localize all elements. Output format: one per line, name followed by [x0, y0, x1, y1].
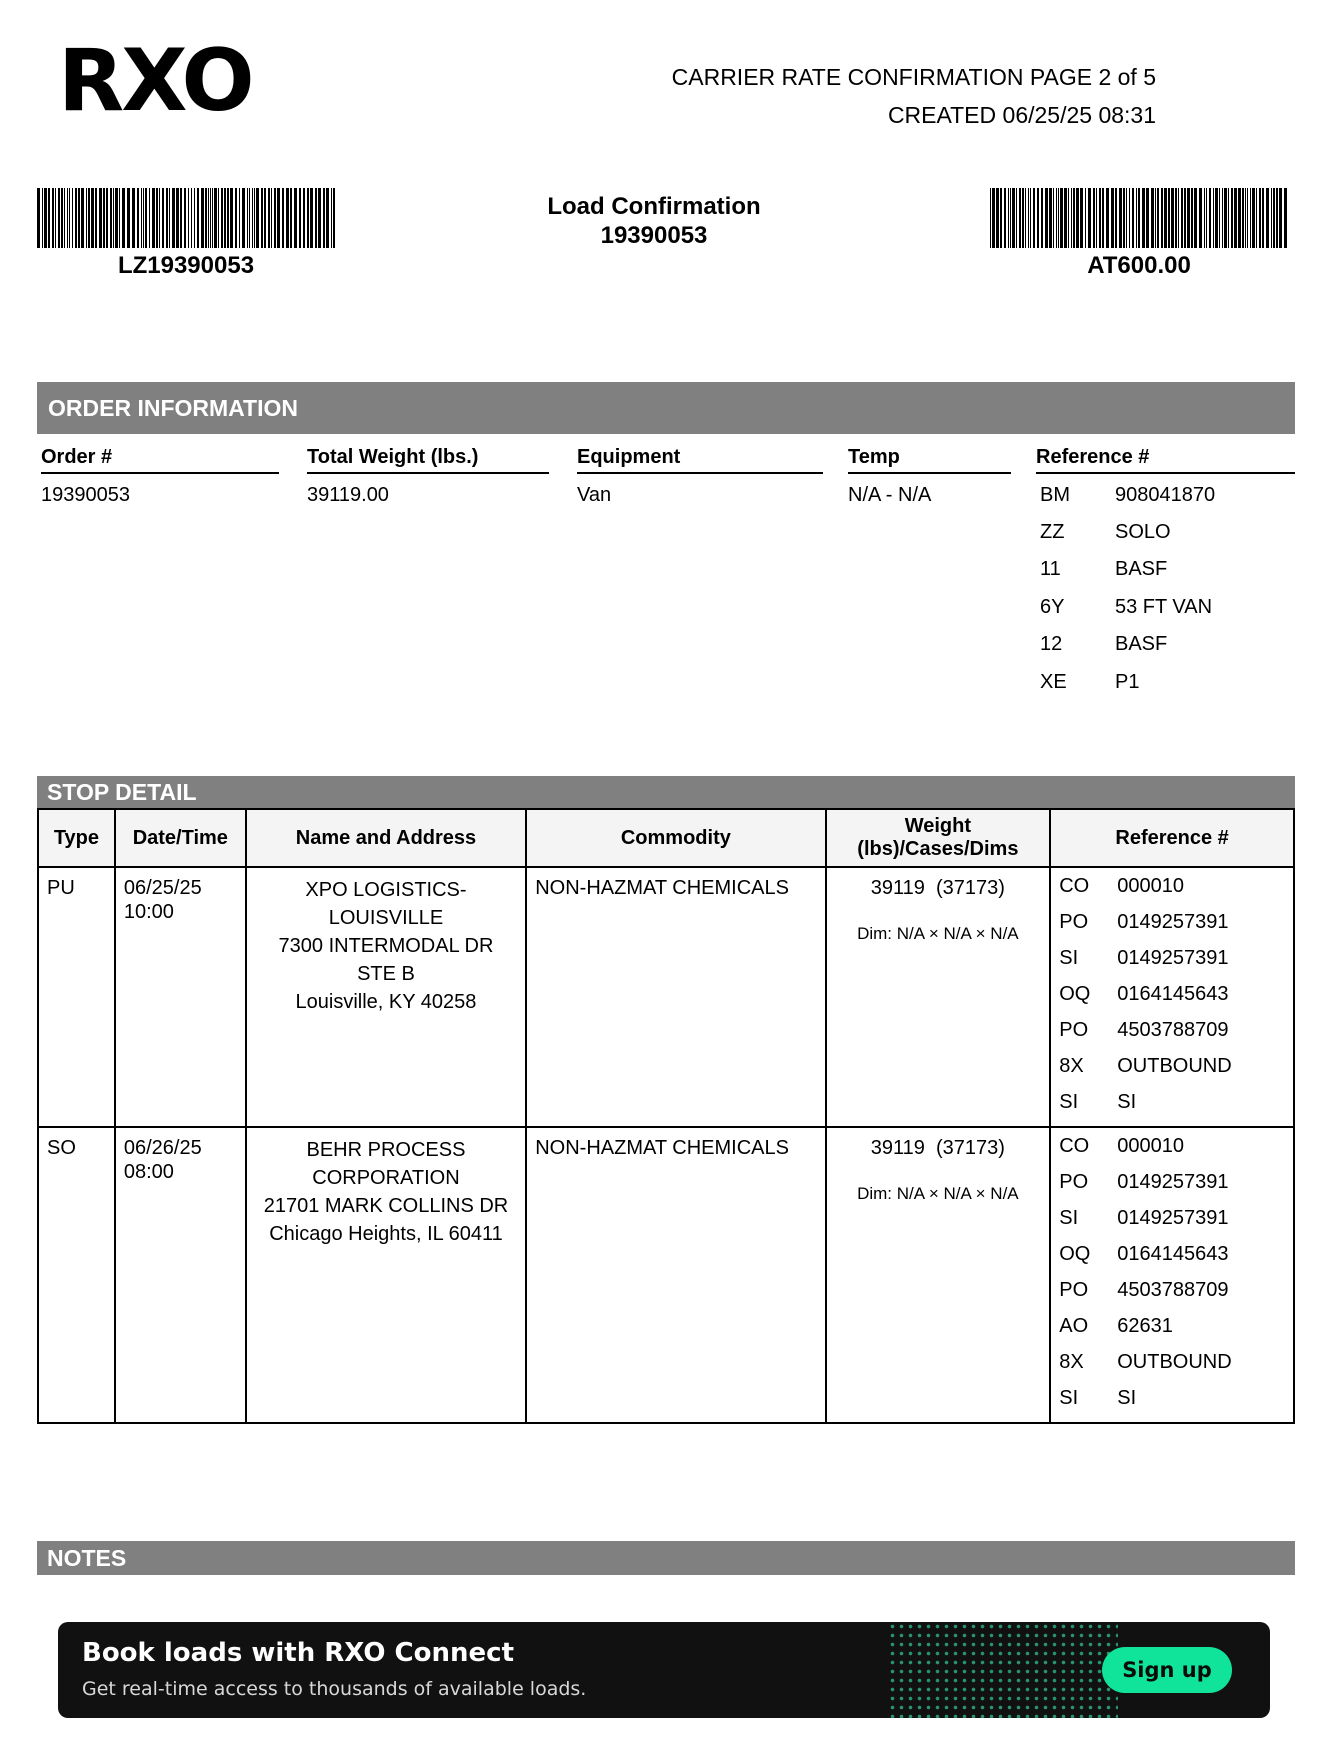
stop-address: [246, 1127, 526, 1423]
barcode-right-label: AT600.00: [1087, 252, 1191, 279]
dims-value: Dim: N/A × N/A × N/A: [857, 924, 1019, 943]
ref-code: CO: [1059, 875, 1090, 897]
weight-value: 39119 (37173): [870, 877, 1005, 899]
order-information-header: ORDER INFORMATION: [37, 382, 1295, 434]
ref-value: SOLO: [1115, 521, 1171, 543]
stop-detail-table: [37, 808, 1295, 1424]
notes-header: NOTES: [37, 1541, 1295, 1575]
stop-commodity: NON-HAZMAT CHEMICALS: [526, 867, 825, 1127]
ref-value: SI: [1117, 1387, 1137, 1409]
barcode-left-label: LZ19390053: [117, 252, 255, 279]
banner-headline: Book loads with RXO Connect: [82, 1638, 514, 1668]
ref-code: SI: [1059, 1091, 1079, 1113]
list-item: [1059, 982, 1293, 1018]
list-item: [1059, 1386, 1293, 1422]
ref-value: 4503788709: [1117, 1019, 1229, 1041]
list-item: [1059, 910, 1293, 946]
list-item: [1059, 1090, 1293, 1126]
stop-time: 08:00: [123, 1161, 174, 1183]
page-title: CARRIER RATE CONFIRMATION PAGE 2 of 5: [671, 64, 1156, 90]
stop-weight: [826, 1127, 1051, 1423]
address-line: 21701 MARK COLLINS DR: [263, 1195, 509, 1217]
address-line: LOUISVILLE: [328, 907, 444, 929]
address-line: Chicago Heights, IL 60411: [269, 1223, 503, 1245]
address-line: XPO LOGISTICS-: [305, 879, 467, 901]
ref-code: PO: [1059, 1171, 1089, 1193]
ref-code: SI: [1059, 947, 1079, 969]
ref-value: BASF: [1115, 558, 1168, 580]
order-number-value: 19390053: [41, 484, 130, 506]
stop-type: PU: [38, 867, 115, 1127]
ref-value: 0149257391: [1117, 947, 1229, 969]
list-item: [1059, 946, 1293, 982]
ref-value: 908041870: [1115, 484, 1216, 506]
dot-pattern-icon: [888, 1622, 1118, 1718]
ref-value: OUTBOUND: [1117, 1055, 1232, 1077]
ref-value: 0164145643: [1117, 1243, 1229, 1265]
stop-detail-header: STOP DETAIL: [37, 776, 1295, 809]
col-weight: [826, 809, 1051, 867]
total-weight-header: Total Weight (lbs.): [307, 446, 549, 474]
col-weight-line2: (lbs)/Cases/Dims: [857, 838, 1019, 860]
load-number: 19390053: [600, 222, 708, 249]
ref-value: OUTBOUND: [1117, 1351, 1232, 1373]
barcode-right-icon: [990, 188, 1288, 248]
address-line: Louisville, KY 40258: [295, 991, 477, 1013]
ref-value: SI: [1117, 1091, 1137, 1113]
stop-date: 06/26/25: [123, 1137, 202, 1159]
weight-value: 39119 (37173): [870, 1137, 1005, 1159]
ref-code: 8X: [1059, 1055, 1084, 1077]
list-item: [1059, 1054, 1293, 1090]
ref-code: PO: [1059, 1019, 1089, 1041]
ref-code: PO: [1059, 1279, 1089, 1301]
stop-references: [1050, 867, 1294, 1127]
stop-weight: [826, 867, 1051, 1127]
list-item: [1059, 874, 1293, 910]
ref-value: 4503788709: [1117, 1279, 1229, 1301]
list-item: [1059, 1278, 1293, 1314]
ref-value: 000010: [1117, 1135, 1184, 1157]
stop-datetime: [115, 867, 246, 1127]
equipment-value: Van: [577, 484, 612, 506]
rxo-connect-banner[interactable]: [58, 1622, 1270, 1718]
ref-value: 0149257391: [1117, 1207, 1229, 1229]
sign-up-button[interactable]: Sign up: [1102, 1647, 1232, 1693]
order-number-header: Order #: [41, 446, 279, 474]
list-item: [1059, 1018, 1293, 1054]
stop-type: SO: [38, 1127, 115, 1423]
ref-value: P1: [1115, 671, 1140, 693]
stop-date: 06/25/25: [123, 877, 202, 899]
ref-code: 11: [1040, 558, 1061, 580]
ref-value: 0149257391: [1117, 1171, 1229, 1193]
stop-address: [246, 867, 526, 1127]
table-row: [38, 867, 1294, 1127]
reference-header: Reference #: [1036, 446, 1295, 474]
banner-subline: Get real-time access to thousands of available loads.: [82, 1678, 587, 1700]
ref-code: SI: [1059, 1207, 1079, 1229]
ref-code: 8X: [1059, 1351, 1084, 1373]
total-weight-value: 39119.00: [307, 484, 389, 506]
address-line: 7300 INTERMODAL DR: [278, 935, 494, 957]
temp-value: N/A - N/A: [848, 484, 932, 506]
ref-code: CO: [1059, 1135, 1090, 1157]
temp-header: Temp: [848, 446, 1011, 474]
col-name-address: Name and Address: [246, 809, 526, 867]
ref-code: XE: [1040, 671, 1067, 693]
ref-code: PO: [1059, 911, 1089, 933]
stop-datetime: [115, 1127, 246, 1423]
col-type: Type: [38, 809, 115, 867]
ref-code: OQ: [1059, 1243, 1091, 1265]
ref-code: SI: [1059, 1387, 1079, 1409]
stop-commodity: NON-HAZMAT CHEMICALS: [526, 1127, 825, 1423]
ref-code: ZZ: [1040, 521, 1065, 543]
col-reference: Reference #: [1050, 809, 1294, 867]
list-item: [1059, 1170, 1293, 1206]
table-row: [38, 1127, 1294, 1423]
stop-time: 10:00: [123, 901, 174, 923]
address-line: STE B: [357, 963, 415, 985]
list-item: [1059, 1242, 1293, 1278]
address-line: BEHR PROCESS: [306, 1139, 466, 1161]
load-title: Load Confirmation: [547, 193, 761, 220]
ref-code: AO: [1059, 1315, 1089, 1337]
ref-code: OQ: [1059, 983, 1091, 1005]
stop-references: [1050, 1127, 1294, 1423]
col-weight-line1: Weight: [904, 815, 972, 837]
ref-value: 53 FT VAN: [1115, 596, 1213, 618]
ref-value: 000010: [1117, 875, 1184, 897]
list-item: [1059, 1206, 1293, 1242]
list-item: [1059, 1314, 1293, 1350]
col-datetime: Date/Time: [115, 809, 246, 867]
ref-value: 0149257391: [1117, 911, 1229, 933]
address-line: CORPORATION: [312, 1167, 460, 1189]
ref-code: 12: [1040, 633, 1063, 655]
equipment-header: Equipment: [577, 446, 823, 474]
table-header-row: [38, 809, 1294, 867]
load-confirmation-title: [450, 192, 858, 250]
ref-code: 6Y: [1040, 596, 1065, 618]
list-item: [1059, 1350, 1293, 1386]
ref-value: 62631: [1117, 1315, 1173, 1337]
rxo-logo: RXO: [58, 31, 252, 131]
col-commodity: Commodity: [526, 809, 825, 867]
barcode-left-icon: [37, 188, 335, 248]
created-timestamp: CREATED 06/25/25 08:31: [887, 102, 1156, 128]
list-item: [1059, 1134, 1293, 1170]
ref-value: 0164145643: [1117, 983, 1229, 1005]
ref-code: BM: [1040, 484, 1070, 506]
dims-value: Dim: N/A × N/A × N/A: [857, 1184, 1019, 1203]
ref-value: BASF: [1115, 633, 1168, 655]
